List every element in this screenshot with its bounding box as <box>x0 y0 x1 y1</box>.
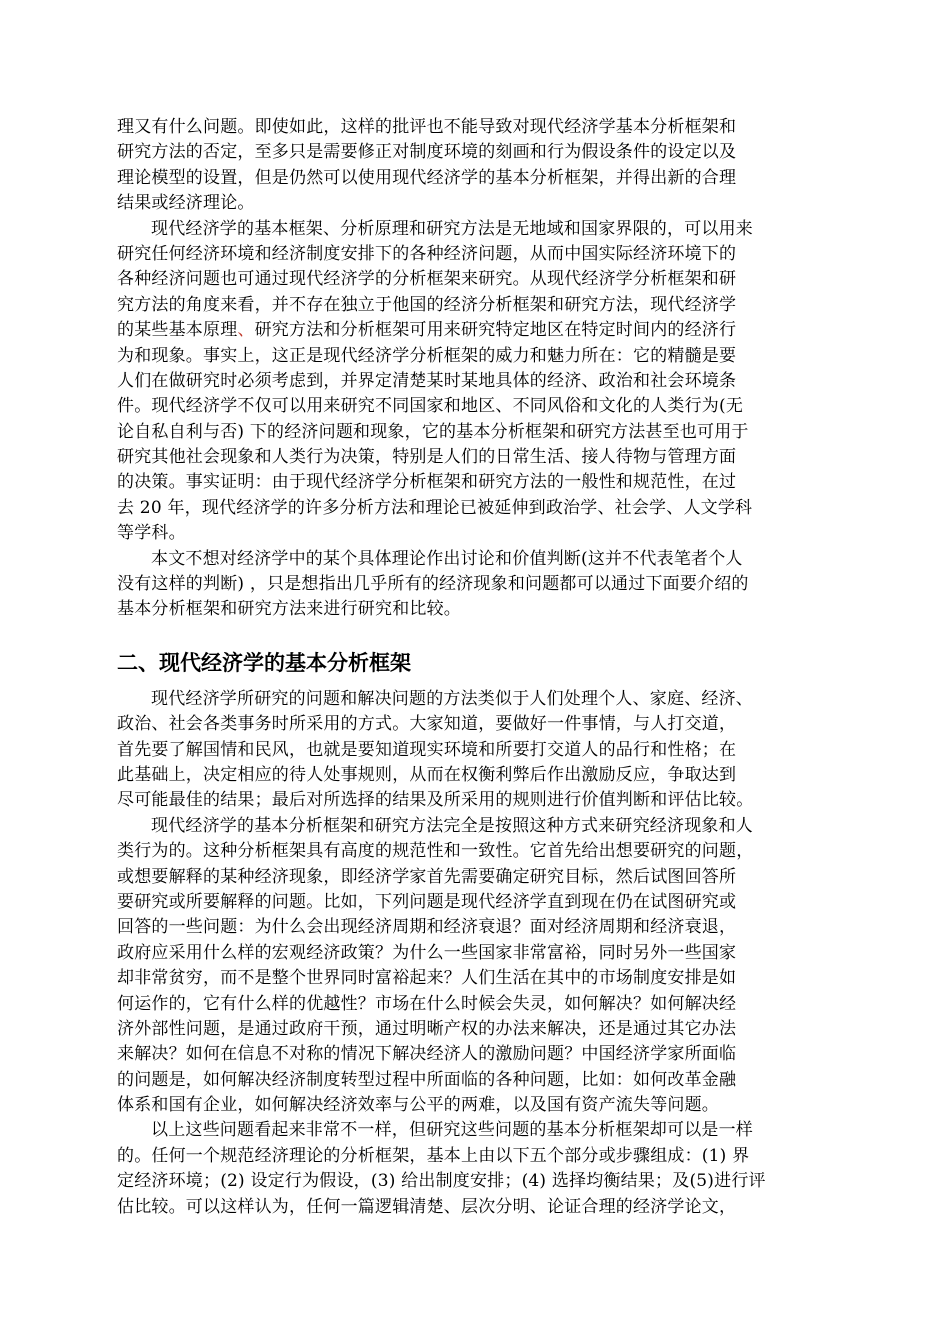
text-line: 基本分析框架和研究方法来进行研究和比较。 <box>117 599 461 620</box>
text-line: 研究方法的否定，至多只是需要修正对制度环境的刻画和行为假设条件的设定以及 <box>117 142 737 163</box>
text-line: 济外部性问题，是通过政府干预，通过明晰产权的办法来解决，还是通过其它办法 <box>117 1018 737 1039</box>
text-line: 或想要解释的某种经济现象，即经济学家首先需要确定研究目标，然后试图回答所 <box>117 866 737 887</box>
paragraph <box>117 547 829 623</box>
text-line: 政府应采用什么样的宏观经济政策？为什么一些国家非常富裕，同时另外一些国家 <box>117 942 737 963</box>
text-line: 现代经济学所研究的问题和解决问题的方法类似于人们处理个人、家庭、经济、 <box>151 688 753 709</box>
text-line: 究方法的角度来看，并不存在独立于他国的经济分析框架和研究方法，现代经济学 <box>117 294 737 315</box>
text-line: 来解决？如何在信息不对称的情况下解决经济人的激励问题？中国经济学家所面临 <box>117 1044 737 1065</box>
text-line: 此基础上，决定相应的待人处事规则，从而在权衡利弊后作出激励反应，争取达到 <box>117 764 737 785</box>
paragraph <box>117 115 829 217</box>
text-segment: 的某些基本原理 <box>117 320 238 341</box>
text-line: 的问题是，如何解决经济制度转型过程中所面临的各种问题，比如：如何改革金融 <box>117 1069 737 1090</box>
text-line: 人们在做研究时必须考虑到，并界定清楚某时某地具体的经济、政治和社会环境条 <box>117 370 737 391</box>
text-line: 估比较。可以这样认为，任何一篇逻辑清楚、层次分明、论证合理的经济学论文， <box>117 1196 737 1217</box>
text-segment: 研究方法和分析框架可用来研究特定地区在特定时间内的经济行 <box>254 320 737 341</box>
text-line: 现代经济学的基本分析框架和研究方法完全是按照这种方式来研究经济现象和人 <box>151 815 753 836</box>
text-line: 论自私自利与否) 下的经济问题和现象，它的基本分析框架和研究方法甚至也可用于 <box>117 421 749 442</box>
text-line: 本文不想对经济学中的某个具体理论作出讨论和价值判断(这并不代表笔者个人 <box>151 548 743 569</box>
text-line <box>117 318 829 343</box>
text-line: 去 20 年，现代经济学的许多分析方法和理论已被延伸到政治学、社会学、人文学科 <box>117 497 753 518</box>
text-line: 体系和国有企业，如何解决经济效率与公平的两难，以及国有资产流失等问题。 <box>117 1095 719 1116</box>
text-line: 为和现象。事实上，这正是现代经济学分析框架的威力和魅力所在：它的精髓是要 <box>117 345 737 366</box>
text-line: 何运作的，它有什么样的优越性？市场在什么时候会失灵，如何解决？如何解决经 <box>117 993 737 1014</box>
text-line: 的。任何一个规范经济理论的分析框架，基本上由以下五个部分或步骤组成：(1) 界 <box>117 1145 750 1166</box>
text-line: 现代经济学的基本框架、分析原理和研究方法是无地域和国家界限的，可以用来 <box>151 218 753 239</box>
text-line: 研究任何经济环境和经济制度安排下的各种经济问题，从而中国实际经济环境下的 <box>117 243 737 264</box>
paragraph <box>117 687 829 814</box>
text-line: 等学科。 <box>117 523 186 544</box>
text-line: 要研究或所要解释的问题。比如，下列问题是现代经济学直到现在仍在试图研究或 <box>117 891 737 912</box>
text-line: 理论模型的设置，但是仍然可以使用现代经济学的基本分析框架，并得出新的合理 <box>117 167 737 188</box>
highlighted-punctuation: 、 <box>237 320 255 341</box>
paragraph <box>117 814 829 1119</box>
text-line: 类行为的。这种分析框架具有高度的规范性和一致性。它首先给出想要研究的问题， <box>117 841 754 862</box>
text-line: 却非常贫穷，而不是整个世界同时富裕起来？人们生活在其中的市场制度安排是如 <box>117 968 737 989</box>
section-heading: 二、现代经济学的基本分析框架 <box>117 650 411 675</box>
text-line: 理又有什么问题。即使如此，这样的批评也不能导致对现代经济学基本分析框架和 <box>117 117 737 137</box>
text-line: 政治、社会各类事务时所采用的方式。大家知道，要做好一件事情，与人打交道， <box>117 714 737 735</box>
text-line: 的决策。事实证明：由于现代经济学分析框架和研究方法的一般性和规范性，在过 <box>117 472 737 493</box>
text-line: 回答的一些问题：为什么会出现经济周期和经济衰退？面对经济周期和经济衰退， <box>117 917 737 938</box>
text-line: 研究其他社会现象和人类行为决策，特别是人们的日常生活、接人待物与管理方面 <box>117 447 737 468</box>
document-page <box>117 115 829 1220</box>
paragraph <box>117 217 829 547</box>
text-line: 定经济环境；(2) 设定行为假设，(3) 给出制度安排；(4) 选择均衡结果；及(5)进行评 <box>117 1171 766 1192</box>
text-line: 尽可能最佳的结果；最后对所选择的结果及所采用的规则进行价值判断和评估比较。 <box>117 790 754 811</box>
text-line: 结果或经济理论。 <box>117 193 255 214</box>
text-line: 以上这些问题看起来非常不一样，但研究这些问题的基本分析框架却可以是一样 <box>151 1120 753 1141</box>
text-line: 没有这样的判断) ，只是想指出几乎所有的经济现象和问题都可以通过下面要介绍的 <box>117 574 749 595</box>
text-line: 首先要了解国情和民风，也就是要知道现实环境和所要打交道人的品行和性格；在 <box>117 739 737 760</box>
text-line: 各种经济问题也可通过现代经济学的分析框架来研究。从现代经济学分析框架和研 <box>117 269 737 290</box>
paragraph <box>117 1118 829 1220</box>
text-line: 件。现代经济学不仅可以用来研究不同国家和地区、不同风俗和文化的人类行为(无 <box>117 396 744 417</box>
